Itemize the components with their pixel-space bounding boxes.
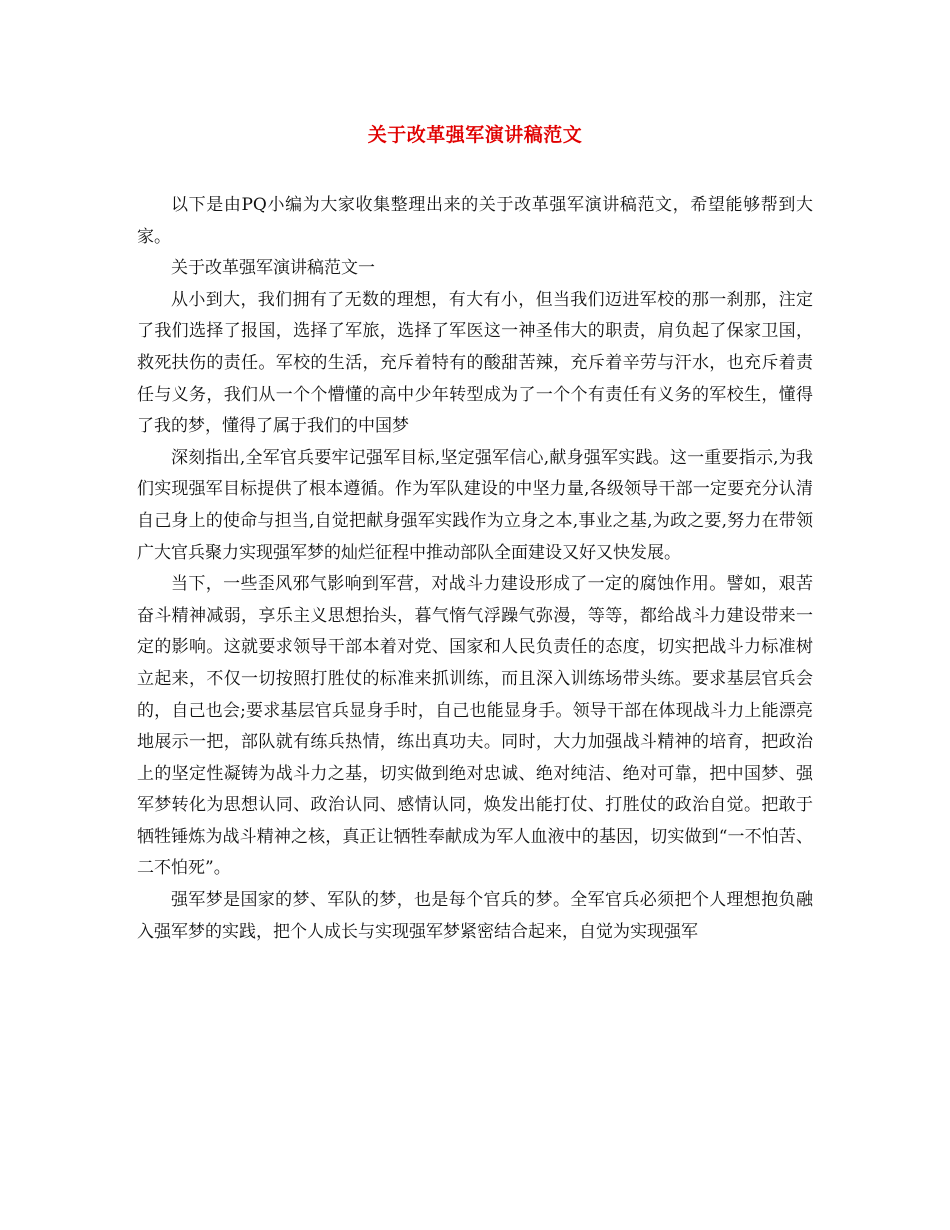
section-heading: 关于改革强军演讲稿范文一 — [171, 258, 375, 279]
paragraph: 当下，一些歪风邪气影响到军营，对战斗力建设形成了一定的腐蚀作用。譬如，艰苦奋斗精神减弱，享乐主义思想抬头，暮气惰气浮躁气弥漫，等等，都给战斗力建设带来一定的影响。这就要求领导干部本着对党、国家和人民负责任的态度，切实把战斗力标准树立起来，不仅一切按照打胜仗的标准来抓训练，而且深入训练场带头练。要求基层官兵会的，自己也会;要求基层官兵显身手时，自己也能显身手。领导干部在体现战斗力上能漂亮地展示一把，部队就有练兵热情，练出真功夫。同时，大力加强战斗精神的培育，把政治上的坚定性凝铸为战斗力之基，切实做到绝对忠诚、绝对纯洁、绝对可靠，把中国梦、强军梦转化为思想认同、政治认同、感情认同，焕发出能打仗、打胜仗的政治自觉。把敢于牺牲锤炼为战斗精神之核，真正让牺牲奉献成为军人血液中的基因，切实做到“一不怕苦、二不怕死”。 — [137, 574, 813, 879]
document-title: 关于改革强军演讲稿范文 — [367, 124, 583, 146]
paragraph: 强军梦是国家的梦、军队的梦，也是每个官兵的梦。全军官兵必须把个人理想抱负融入强军梦的实践，把个人成长与实现强军梦紧密结合起来，自觉为实现强军 — [137, 890, 813, 942]
document-body — [137, 190, 813, 948]
paragraph-intro: 以下是由PQ小编为大家收集整理出来的关于改革强军演讲稿范文，希望能够帮到大家。 — [137, 195, 813, 247]
paragraph: 深刻指出,全军官兵要牢记强军目标,坚定强军信心,献身强军实践。这一重要指示,为我们实现强军目标提供了根本遵循。作为军队建设的中坚力量,各级领导干部一定要充分认清自己身上的使命与担当,自觉把献身强军实践作为立身之本,事业之基,为政之要,努力在带领广大官兵聚力实现强军梦的灿烂征程中推动部队全面建设又好又快发展。 — [137, 447, 813, 563]
paragraph: 从小到大，我们拥有了无数的理想，有大有小，但当我们迈进军校的那一刹那，注定了我们选择了报国，选择了军旅，选择了军医这一神圣伟大的职责，肩负起了保家卫国，救死扶伤的责任。军校的生活，充斥着特有的酸甜苦辣，充斥着辛劳与汗水，也充斥着责任与义务，我们从一个个懵懂的高中少年转型成为了一个个有责任有义务的军校生，懂得了我的梦，懂得了属于我们的中国梦 — [137, 289, 813, 437]
